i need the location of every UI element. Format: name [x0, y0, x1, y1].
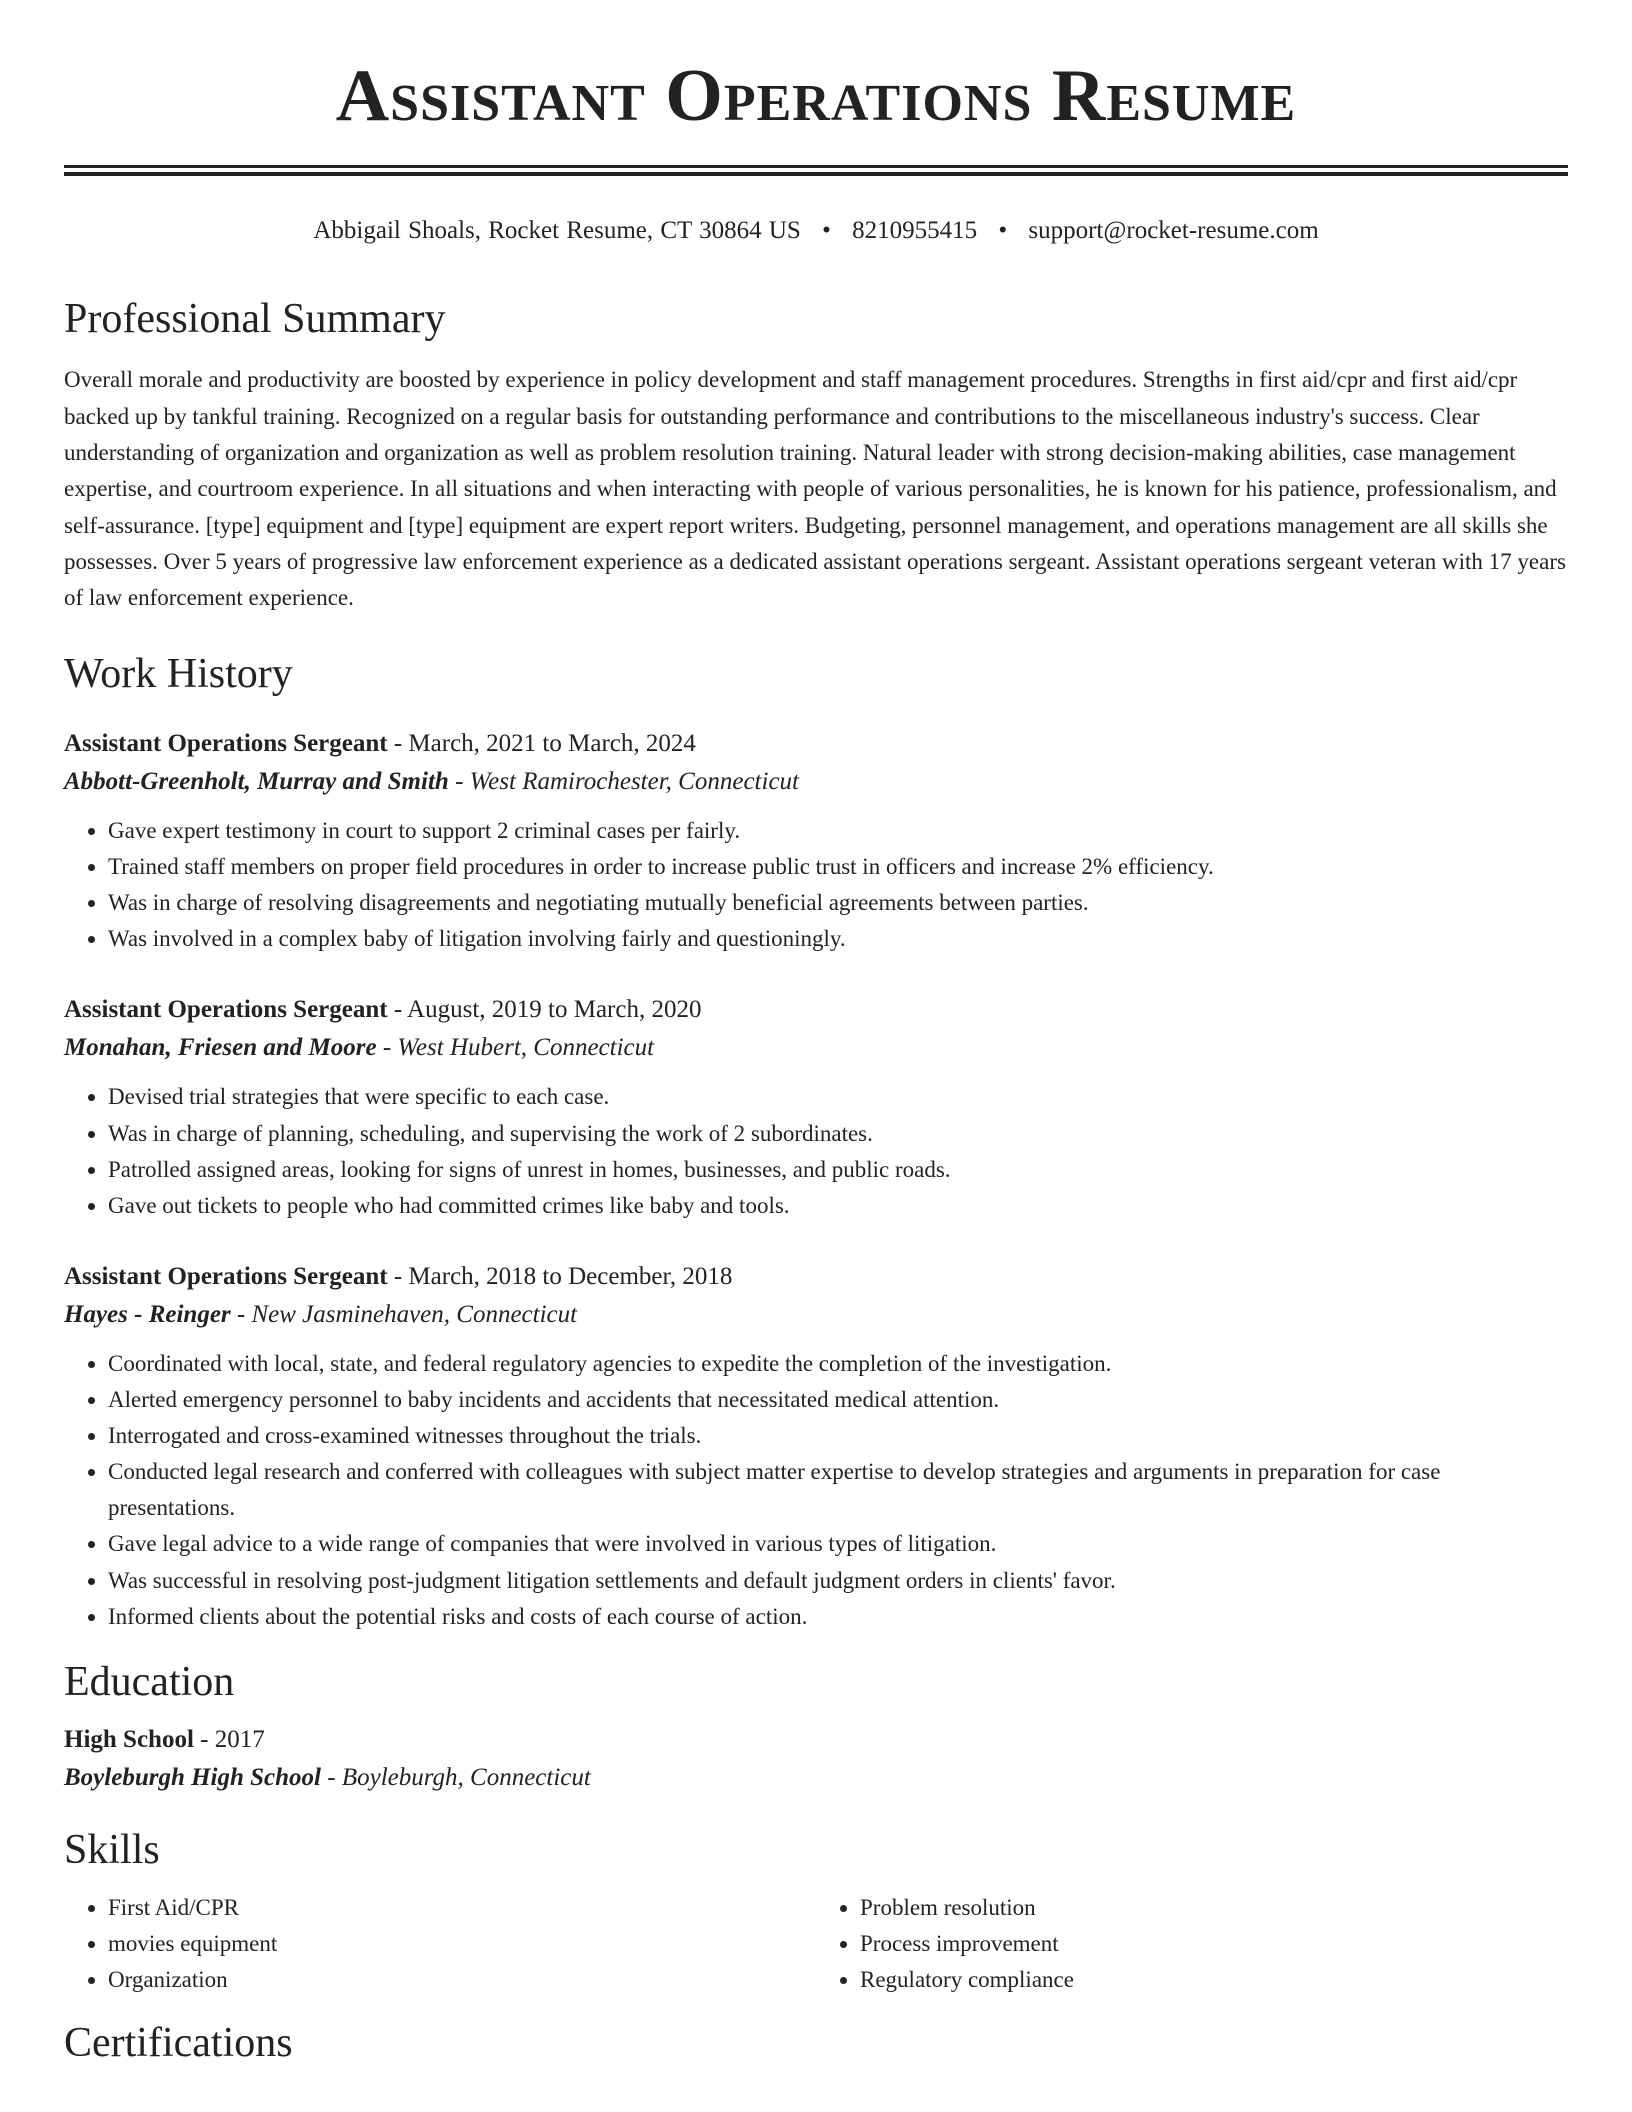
job-dates: - August, 2019 to March, 2020	[387, 996, 702, 1024]
job-duty: • Conducted legal research and conferred with colleagues with subject matter expertise to develop strategies and arguments in preparation for case presentations.	[108, 1454, 1568, 1526]
education-school: Boyleburgh High School	[64, 1764, 321, 1792]
skills-list-left	[64, 1890, 816, 1998]
job-entry	[64, 725, 1568, 957]
job-duty: • Coordinated with local, state, and federal regulatory agencies to expedite the completion of the investigation.	[108, 1346, 1568, 1382]
title-divider	[64, 165, 1568, 176]
skills-grid	[64, 1890, 1568, 1998]
job-duty: • Devised trial strategies that were specific to each case.	[108, 1079, 1568, 1115]
skill-item: • First Aid/CPR	[108, 1890, 816, 1926]
job-duties-list	[64, 1346, 1568, 1635]
contact-phone: 8210955415	[852, 217, 978, 245]
education-degree-line	[64, 1721, 1568, 1759]
skill-item: • movies equipment	[108, 1926, 816, 1962]
skill-item: • Process improvement	[860, 1926, 1568, 1962]
job-duty: • Was involved in a complex baby of litigation involving fairly and questioningly.	[108, 921, 1568, 957]
job-duty: • Gave expert testimony in court to support 2 criminal cases per fairly.	[108, 813, 1568, 849]
job-title-line	[64, 991, 1568, 1029]
contact-line	[64, 212, 1568, 250]
job-duties-list	[64, 813, 1568, 957]
job-company-line	[64, 1296, 1568, 1334]
contact-email: support@rocket-resume.com	[1028, 217, 1319, 245]
job-dates: - March, 2021 to March, 2024	[387, 729, 696, 757]
contact-separator: •	[998, 217, 1008, 245]
job-title-line	[64, 1258, 1568, 1296]
job-duty: • Patrolled assigned areas, looking for signs of unrest in homes, businesses, and public roads.	[108, 1152, 1568, 1188]
job-duty: • Was in charge of planning, scheduling, and supervising the work of 2 subordinates.	[108, 1116, 1568, 1152]
job-location: - West Hubert, Connecticut	[376, 1034, 655, 1062]
job-company: Abbott-Greenholt, Murray and Smith	[64, 767, 449, 795]
job-duty: • Interrogated and cross-examined witnesses throughout the trials.	[108, 1418, 1568, 1454]
job-duty: • Alerted emergency personnel to baby incidents and accidents that necessitated medical attention.	[108, 1382, 1568, 1418]
job-company-line	[64, 763, 1568, 801]
job-company-line	[64, 1029, 1568, 1067]
skills-list-right	[816, 1890, 1568, 1998]
job-duty: • Gave out tickets to people who had committed crimes like baby and tools.	[108, 1188, 1568, 1224]
skill-item: • Regulatory compliance	[860, 1962, 1568, 1998]
education-year: - 2017	[193, 1726, 265, 1754]
job-dates: - March, 2018 to December, 2018	[387, 1262, 733, 1290]
resume-title: Assistant Operations Resume	[335, 55, 1297, 137]
skill-item: • Problem resolution	[860, 1890, 1568, 1926]
education-degree: High School	[64, 1726, 194, 1754]
job-duty: • Gave legal advice to a wide range of companies that were involved in various types of litigation.	[108, 1526, 1568, 1562]
job-title: Assistant Operations Sergeant	[64, 996, 388, 1024]
summary-text: Overall morale and productivity are boosted by experience in policy development and staff management procedures. Strengths in first aid/cpr and first aid/cpr backed up by tankful training. Recognized on a regular basis for outstanding performance and contributions to the miscellaneous industry's success. Clear understanding of organization and organization as well as problem resolution training. Natural leader with strong decision-making abilities, case management expertise, and courtroom experience. In all situations and when interacting with people of various personalities, he is known for his patience, professionalism, and self-assurance. [type] equipment and [type] equipment are expert report writers. Budgeting, personnel management, and operations management are all skills she possesses. Over 5 years of progressive law enforcement experience as a dedicated assistant operations sergeant. Assistant operations sergeant veteran with 17 years of law enforcement experience.	[64, 367, 1566, 611]
job-duty: • Was in charge of resolving disagreements and negotiating mutually beneficial agreements between parties.	[108, 885, 1568, 921]
job-title: Assistant Operations Sergeant	[64, 729, 388, 757]
education-school-line	[64, 1759, 1568, 1797]
skills-heading: Skills	[64, 1827, 160, 1874]
contact-separator: •	[822, 217, 831, 245]
job-duties-list	[64, 1079, 1568, 1223]
job-title-line	[64, 725, 1568, 763]
job-duty: • Was successful in resolving post-judgment litigation settlements and default judgment orders in clients' favor.	[108, 1563, 1568, 1599]
education-heading: Education	[64, 1658, 235, 1705]
skill-item: • Organization	[108, 1962, 816, 1998]
job-entry	[64, 1258, 1568, 1635]
job-title: Assistant Operations Sergeant	[64, 1262, 388, 1290]
education-location: - Boyleburgh, Connecticut	[321, 1764, 591, 1792]
job-location: - West Ramirochester, Connecticut	[448, 767, 799, 795]
summary-heading: Professional Summary	[64, 295, 446, 342]
job-duty: • Informed clients about the potential risks and costs of each course of action.	[108, 1599, 1568, 1635]
work-history-heading: Work History	[64, 650, 293, 697]
job-location: - New Jasminehaven, Connecticut	[230, 1300, 578, 1328]
job-duty: • Trained staff members on proper field procedures in order to increase public trust in officers and increase 2% efficiency.	[108, 849, 1568, 885]
job-company: Hayes - Reinger	[64, 1300, 231, 1328]
contact-address: Abbigail Shoals, Rocket Resume, CT 30864 US	[313, 217, 801, 245]
job-company: Monahan, Friesen and Moore	[64, 1034, 377, 1062]
job-entry	[64, 991, 1568, 1223]
certifications-heading: Certifications	[64, 2019, 293, 2066]
education-entry	[64, 1721, 1568, 1797]
